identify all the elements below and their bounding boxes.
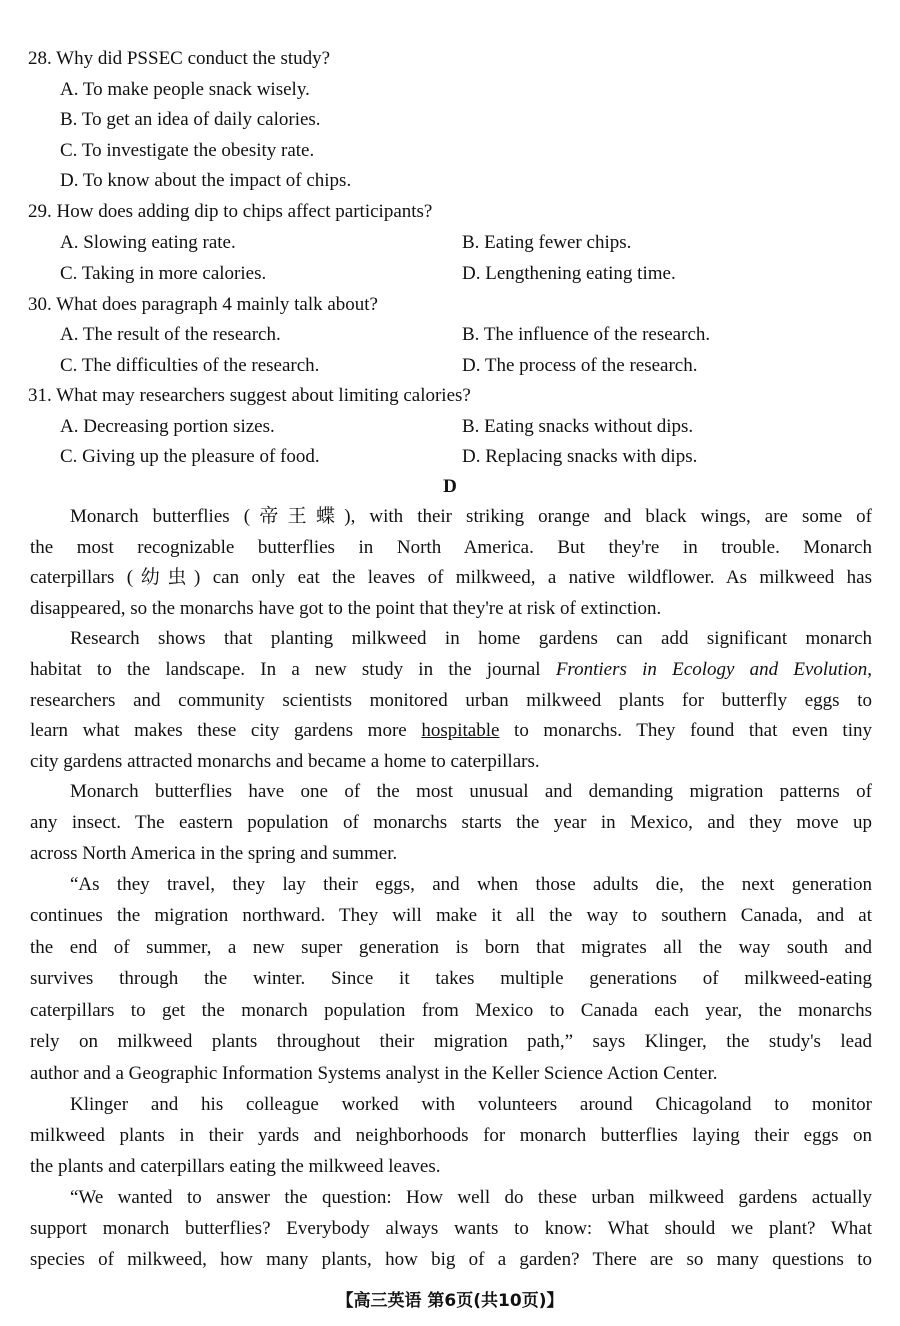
journal-title: Frontiers in Ecology and Evolution [555, 659, 868, 680]
passage-line: Klinger and his colleague worked with volunteers around Chicagoland to monitor [70, 1094, 872, 1115]
question-29-option-b: B. Eating fewer chips. [462, 232, 632, 253]
passage-line: milkweed plants in their yards and neighborhoods for monarch butterflies laying their eggs on [30, 1125, 872, 1146]
passage-text: to monarchs. They found that even tiny [499, 720, 872, 741]
question-28-stem: 28. Why did PSSEC conduct the study? [28, 48, 331, 69]
question-28-option-c: C. To investigate the obesity rate. [60, 140, 315, 161]
passage-line: the plants and caterpillars eating the milkweed leaves. [30, 1156, 441, 1177]
question-29-option-c: C. Taking in more calories. [60, 263, 267, 284]
passage-text: learn what makes these city gardens more [30, 720, 422, 741]
question-31-option-a: A. Decreasing portion sizes. [60, 416, 275, 437]
underlined-word: hospitable [421, 720, 500, 741]
question-30-option-b: B. The influence of the research. [462, 324, 711, 345]
question-29-option-d: D. Lengthening eating time. [462, 263, 676, 284]
passage-line: city gardens attracted monarchs and became a home to caterpillars. [30, 751, 540, 772]
passage-line: support monarch butterflies? Everybody always wants to know: What should we plant? What [30, 1218, 872, 1239]
passage-line: Research shows that planting milkweed in home gardens can add significant monarch [70, 628, 872, 649]
passage-line: the most recognizable butterflies in North America. But they're in trouble. Monarch [30, 537, 872, 558]
passage-line: Monarch butterflies (帝王蝶), with their striking orange and black wings, are some of [70, 506, 872, 527]
question-30-option-c: C. The difficulties of the research. [60, 355, 320, 376]
question-31-option-d: D. Replacing snacks with dips. [462, 446, 698, 467]
passage-line: caterpillars (幼虫) can only eat the leaves of milkweed, a native wildflower. As milkweed has [30, 567, 872, 588]
passage-line: author and a Geographic Information Systems analyst in the Keller Science Action Center. [30, 1063, 718, 1084]
passage-line: the end of summer, a new super generation is born that migrates all the way south and [30, 937, 872, 958]
passage-line: rely on milkweed plants throughout their migration path,” says Klinger, the study's lead [30, 1031, 872, 1052]
passage-text: , [867, 659, 872, 680]
question-31-option-b: B. Eating snacks without dips. [462, 416, 694, 437]
question-30-stem: 30. What does paragraph 4 mainly talk about? [28, 294, 378, 315]
question-29-stem: 29. How does adding dip to chips affect participants? [28, 201, 433, 222]
question-30-option-d: D. The process of the research. [462, 355, 698, 376]
passage-line: caterpillars to get the monarch population from Mexico to Canada each year, the monarchs [30, 1000, 872, 1021]
question-30-option-a: A. The result of the research. [60, 324, 281, 345]
question-31-stem: 31. What may researchers suggest about limiting calories? [28, 385, 471, 406]
question-28-option-d: D. To know about the impact of chips. [60, 170, 352, 191]
question-29-option-a: A. Slowing eating rate. [60, 232, 236, 253]
question-31-option-c: C. Giving up the pleasure of food. [60, 446, 320, 467]
passage-line: species of milkweed, how many plants, how big of a garden? There are so many questions to [30, 1249, 872, 1270]
page-footer: 【高三英语 第6页(共10页)】 [336, 1291, 564, 1311]
passage-line: across North America in the spring and summer. [30, 843, 398, 864]
passage-line [30, 719, 872, 743]
passage-line: “We wanted to answer the question: How well do these urban milkweed gardens actually [70, 1187, 872, 1208]
passage-line: “As they travel, they lay their eggs, and when those adults die, the next generation [70, 874, 872, 895]
passage-line: continues the migration northward. They will make it all the way to southern Canada, and at [30, 905, 872, 926]
passage-line: any insect. The eastern population of monarchs starts the year in Mexico, and they move up [30, 812, 872, 833]
passage-line: disappeared, so the monarchs have got to the point that they're at risk of extinction. [30, 598, 662, 619]
section-heading: D [443, 476, 457, 497]
passage-line: survives through the winter. Since it takes multiple generations of milkweed-eating [30, 968, 872, 989]
passage-line: researchers and community scientists monitored urban milkweed plants for butterfly eggs to [30, 690, 872, 711]
passage-text: habitat to the landscape. In a new study in the journal [30, 659, 556, 680]
question-28-option-b: B. To get an idea of daily calories. [60, 109, 321, 130]
question-28-option-a: A. To make people snack wisely. [60, 79, 310, 100]
passage-line: Monarch butterflies have one of the most unusual and demanding migration patterns of [70, 781, 872, 802]
passage-line [30, 658, 872, 682]
